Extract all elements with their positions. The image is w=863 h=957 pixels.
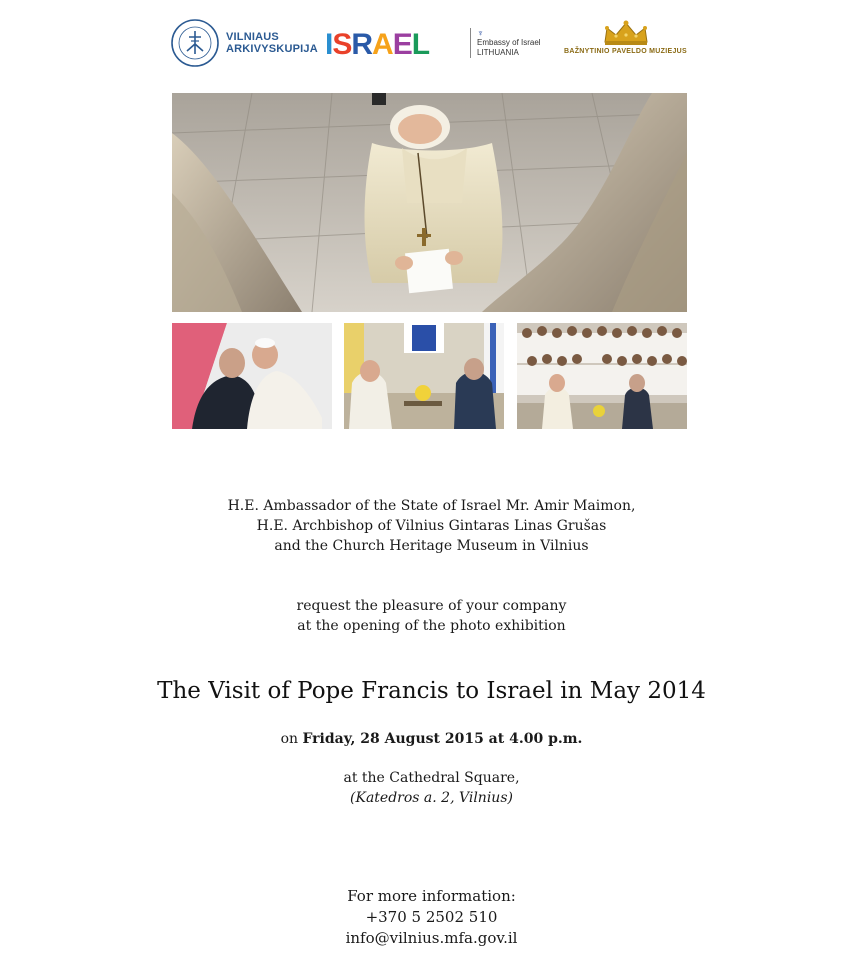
israel-letter: I [325,28,333,61]
museum-name: BAŽNYTINIO PAVELDO MUZIEJUS [564,48,687,55]
pope-praying-photo [172,93,687,312]
archdiocese-line1: VILNIAUS [226,31,279,43]
exhibition-title: The Visit of Pope Francis to Israel in May 2014 [157,678,706,704]
logo-row [170,16,690,74]
photo-meeting [344,323,504,429]
menorah-icon: ♆ [477,28,484,38]
embassy-logo [470,28,541,58]
museum-logo [558,20,693,55]
embassy-line1: Embassy of Israel [477,38,541,47]
host-ambassador: H.E. Ambassador of the State of Israel Mr. Amir Maimon, [227,498,636,514]
israel-logo [325,30,429,60]
info-phone: +370 5 2502 510 [365,908,498,926]
request-block [0,596,863,636]
crown-icon [601,20,651,46]
archdiocese-seal-icon [170,18,220,68]
date-prefix: on [280,731,299,747]
israel-letter: R [351,28,373,61]
meeting-photo [344,323,504,429]
israel-letter: E [392,28,412,61]
israel-letter: L [411,28,430,61]
choir-photo [517,323,687,429]
date-value: Friday, 28 August 2015 at 4.00 p.m. [302,731,583,747]
photo-embrace [172,323,332,429]
request-line2: at the opening of the photo exhibition [297,618,566,634]
hosts-block [0,496,863,556]
event-place [0,768,863,808]
event-date [0,729,863,749]
host-museum: and the Church Heritage Museum in Vilnius [274,538,589,554]
request-line1: request the pleasure of your company [296,598,567,614]
host-archbishop: H.E. Archbishop of Vilnius Gintaras Linas Grušas [256,518,607,534]
photo-choir [517,323,687,429]
info-heading: For more information: [347,887,516,905]
main-photo [172,93,687,312]
address-line: (Katedros a. 2, Vilnius) [350,790,513,806]
israel-letter: S [332,28,352,61]
archdiocese-logo [170,18,320,72]
archdiocese-name [226,31,318,55]
place-line: at the Cathedral Square, [343,770,520,786]
archdiocese-line2: ARKIVYSKUPIJA [226,43,318,55]
contact-info [0,886,863,949]
embrace-photo [172,323,332,429]
israel-letter: A [372,28,393,61]
info-email: info@vilnius.mfa.gov.il [345,929,518,947]
embassy-line2: LITHUANIA [477,48,519,57]
